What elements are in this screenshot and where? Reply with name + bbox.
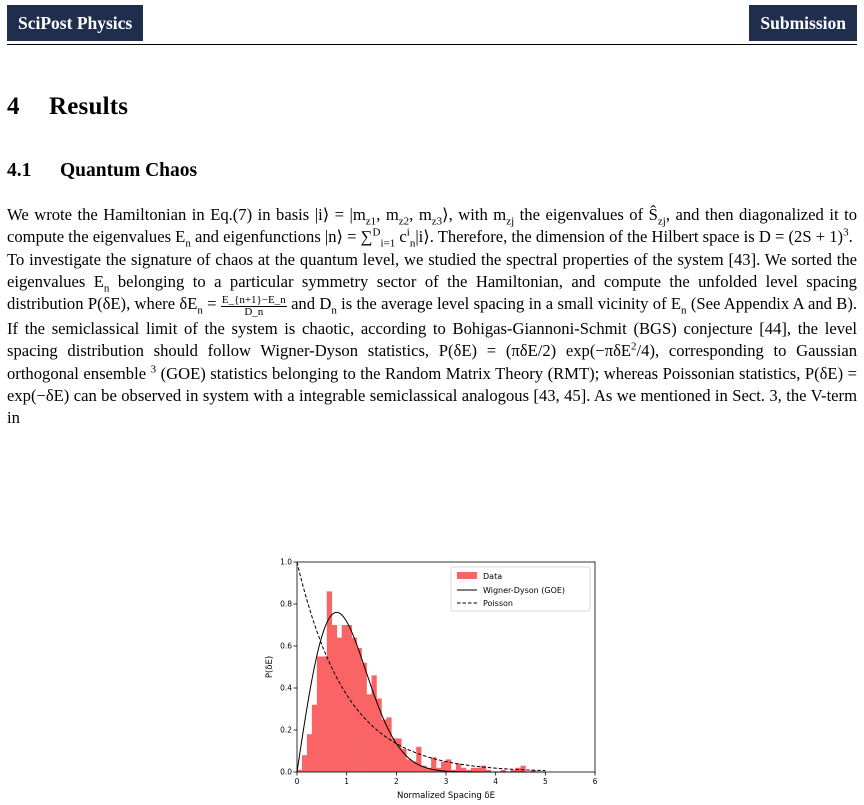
y-tick-label: 0.2	[280, 725, 292, 735]
histogram-bar	[337, 638, 342, 772]
subsection-title: Quantum Chaos	[60, 160, 198, 181]
histogram-bar	[471, 768, 476, 772]
histogram-bar	[332, 625, 337, 772]
x-tick-label: 5	[542, 777, 548, 786]
histogram-bar	[342, 625, 347, 772]
histogram-bar	[386, 717, 391, 772]
footnote-marker: 3	[150, 363, 157, 376]
x-tick-label: 4	[493, 777, 499, 786]
legend-label-poisson: Poisson	[483, 599, 513, 608]
histogram-bar	[401, 749, 406, 772]
histogram-bar	[416, 747, 421, 772]
histogram-bar	[476, 768, 481, 772]
section-title: Results	[49, 93, 129, 120]
paragraph-1: We wrote the Hamiltonian in Eq.(7) in basis |i⟩ = $|m_{z1}$, $m_{z2}$, $m_{z3}⟩$, with $m_{zj}$ the eigenvalues of $Ŝ_{zj}$, and then diagonalized it to compute the eigenvalues $E_n$ and eigenfunctions |n⟩ = ∑$^D_{i=1}$ $c^i_n|i⟩$. Therefore, the dimension of the Hilbert space is $D = (2S + 1)^3$.	[7, 205, 857, 250]
histogram-bar	[347, 625, 352, 772]
legend-label-data: Data	[483, 572, 503, 581]
paragraph-2: To investigate the signature of chaos at the quantum level, we studied the spectral properties of the system [43]. We sorted the eigenvalues $E_n$ belonging to a particular symmetry sector of the Hamiltonian, and compute the unfolded level spacing distribution P(δE), where $\delta E_n$ = $\frac{E\_\{n+1\}-E\_n}{D\_n}$ and $D_n$ is the average level spacing in a small vicinity of $E_n$ (See Appendix A and B). If the semiclassical limit of the system is chaotic, according to Bohigas-Giannoni-Schmit (BGS) conjecture [44], the level spacing distribution should follow Wigner-Dyson statistics, P(δE) = (πδE/2) exp(−πδE$^2$/4), corresponding to Gaussian orthogonal ensemble $^3$ (GOE) statistics belonging to the Random Matrix Theory (RMT); whereas Poissonian statistics, P(δE) = exp(−δE) can be observed in system with a integrable semiclassical analogous [43, 45]. As we mentioned in Sect. 3, the V-term in	[7, 249, 857, 428]
y-tick-label: 1.0	[280, 557, 292, 567]
section-number: 4	[7, 93, 20, 120]
y-tick-label: 0.6	[280, 641, 292, 651]
status-badge: Submission	[749, 5, 857, 41]
body-text	[7, 204, 857, 430]
histogram-bar	[381, 720, 386, 773]
level-spacing-chart	[250, 552, 610, 805]
x-tick-label: 0	[294, 777, 300, 786]
histogram-bar	[352, 638, 357, 772]
subsection-number: 4.1	[7, 160, 32, 181]
section-heading	[7, 93, 128, 121]
y-axis-label: P(δE)	[265, 655, 275, 679]
histogram-bar	[521, 766, 526, 772]
histogram-bar	[396, 738, 401, 772]
subsection-heading	[7, 160, 197, 182]
x-tick-label: 2	[393, 777, 399, 786]
legend-label-wigner-dyson: Wigner-Dyson (GOE)	[483, 586, 566, 595]
x-tick-label: 6	[592, 777, 598, 786]
histogram-bar	[307, 734, 312, 772]
x-axis-label: Normalized Spacing δE	[397, 791, 495, 801]
journal-badge: SciPost Physics	[7, 5, 143, 41]
x-tick-label: 3	[443, 777, 449, 786]
histogram-bar	[456, 764, 461, 772]
legend-swatch-data	[457, 572, 477, 579]
y-tick-label: 0.4	[280, 683, 292, 693]
header-rule	[7, 44, 857, 45]
spacing-fraction: $\frac{E\_\{n+1\}-E\_n}{D\_n}$	[221, 294, 286, 319]
y-tick-label: 0.8	[280, 599, 292, 609]
histogram-bar	[406, 759, 411, 772]
page-header	[0, 0, 864, 46]
y-tick-label: 0.0	[280, 767, 292, 777]
histogram-bar	[312, 705, 317, 772]
histogram-bar	[302, 755, 307, 772]
x-tick-label: 1	[344, 777, 350, 786]
histogram-bar	[317, 657, 322, 773]
histogram-bar	[322, 657, 327, 773]
histogram-bar	[367, 694, 372, 772]
